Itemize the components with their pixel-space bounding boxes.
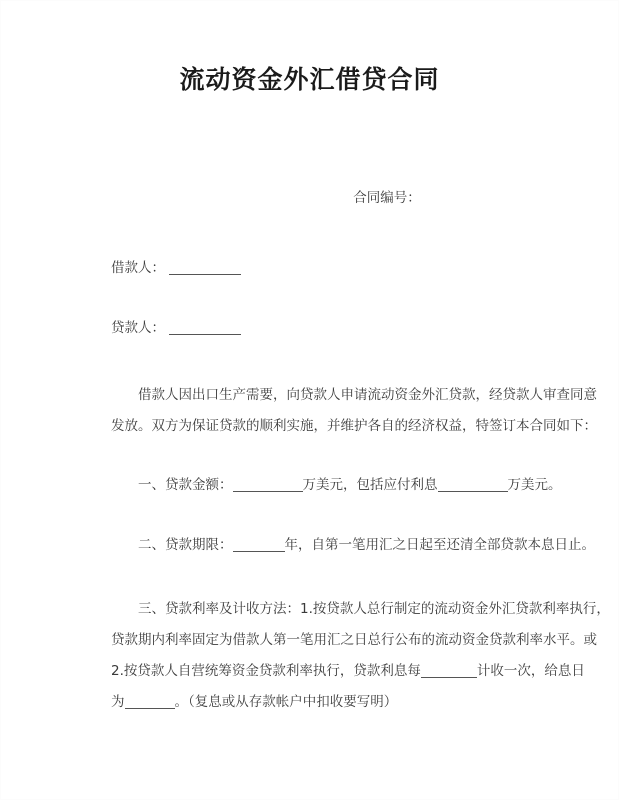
- clause-three-line-3-suffix: 计收一次，给息日: [476, 663, 585, 679]
- clause-three-line-2: 贷款期内利率固定为借款人第一笔用汇之日总行公布的流动资金贷款利率水平。或: [111, 632, 597, 648]
- lender-field-row: [111, 318, 241, 338]
- contract-number-label: 合同编号：: [353, 190, 421, 206]
- loan-amount-blank[interactable]: [233, 478, 303, 492]
- clause-one-prefix: 一、贷款金额：: [138, 477, 233, 493]
- borrower-field-row: [111, 258, 241, 278]
- clause-one: [111, 470, 562, 501]
- borrower-input-blank[interactable]: [169, 261, 241, 275]
- preamble-paragraph: [111, 380, 597, 442]
- preamble-line-1: 借款人因出口生产需要，向贷款人申请流动资金外汇贷款，经贷款人审查同意: [138, 387, 597, 403]
- borrower-label: 借款人：: [111, 260, 165, 276]
- clause-two-suffix: 年，自第一笔用汇之日起至还清全部贷款本息日止。: [284, 537, 595, 553]
- clause-three-line-3: [111, 656, 585, 687]
- clause-two-prefix: 二、贷款期限：: [138, 537, 233, 553]
- clause-two: [111, 530, 595, 561]
- lender-label: 贷款人：: [111, 320, 165, 336]
- loan-term-blank[interactable]: [233, 538, 285, 552]
- interest-day-blank[interactable]: [125, 695, 175, 709]
- clause-three-line-3-prefix: 2.按贷款人自营统筹资金贷款利率执行，贷款利息每: [111, 663, 421, 679]
- payable-interest-blank[interactable]: [438, 478, 508, 492]
- clause-one-line: [111, 470, 562, 501]
- clause-three-line-1: 三、贷款利率及计收方法：1.按贷款人总行制定的流动资金外汇贷款利率执行，: [138, 601, 610, 617]
- lender-input-blank[interactable]: [169, 321, 241, 335]
- clause-three-line-4-prefix: 为: [111, 694, 125, 710]
- page-title: 流动资金外汇借贷合同: [179, 65, 440, 94]
- clause-three: [111, 594, 610, 718]
- clause-two-line: [111, 530, 595, 561]
- clause-one-mid: 万美元，包括应付利息: [302, 477, 438, 493]
- clause-three-line-4-suffix: 。（复息或从存款帐户中扣收要写明）: [174, 694, 398, 710]
- preamble-line-2: 发放。双方为保证贷款的顺利实施，并维护各自的经济权益，特签订本合同如下：: [111, 418, 597, 434]
- clause-three-line-4: [111, 687, 531, 718]
- interest-interval-blank[interactable]: [421, 664, 477, 678]
- clause-one-suffix: 万美元。: [507, 477, 562, 493]
